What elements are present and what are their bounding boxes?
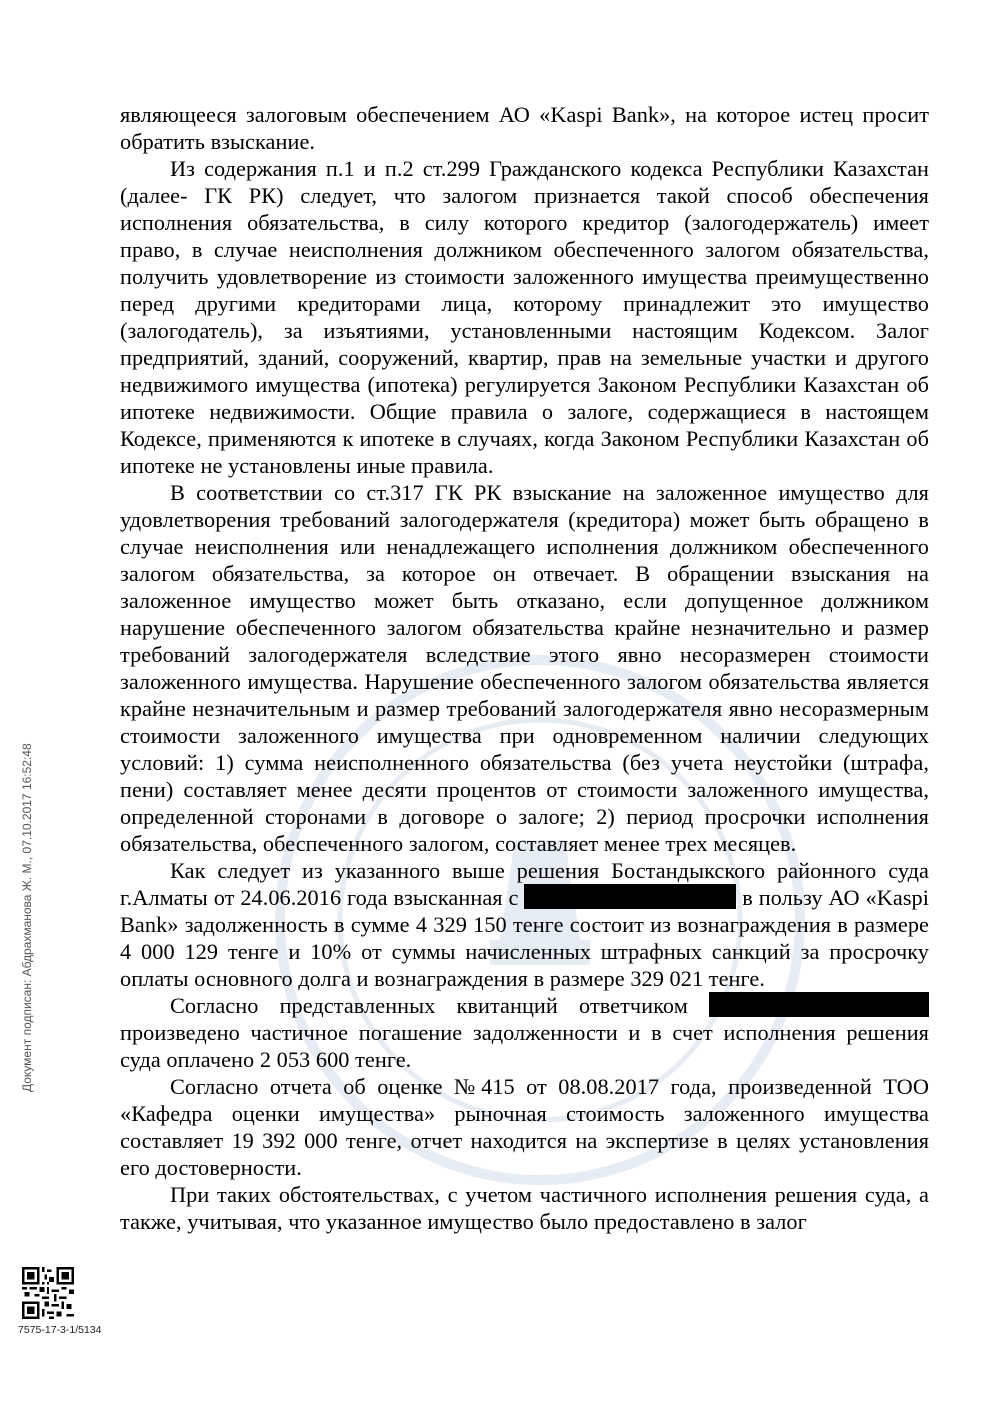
document-code: 7575-17-3-1/5134 (18, 1324, 102, 1336)
paragraph-4-part-1: Как следует из указанного выше решения Бостандыкского районного суда г.Алматы от 24.06.2016 года взысканная с (120, 858, 929, 910)
redacted-name-block (524, 884, 736, 909)
paragraph-1: являющееся залоговым обеспечением АО «Kaspi Bank», на которое истец просит обратить взыскание. (120, 102, 929, 154)
paragraph-5-part-1: Согласно представленных квитанций ответчиком (170, 993, 709, 1018)
paragraph-3: В соответствии со ст.317 ГК РК взыскание на заложенное имущество для удовлетворения требований залогодержателя (кредитора) может быть обращено в случае неисполнения или ненадлежащего исполнения должником обеспеченного залогом обязательства, за которое он отвечает. В обращении взыскания на заложенное имущество может быть отказано, если допущенное должником нарушение обеспеченного залогом обязательства крайне незначительно и размер требований залогодержателя вследствие этого явно несоразмерен стоимости заложенного имущества. Нарушение обеспеченного залогом обязательства является крайне незначительным и размер требований залогодержателя явно несоразмерным стоимости заложенного имущества при одновременном наличии следующих условий: 1) сумма неисполненного обязательства (без учета неустойки (штрафа, пени) составляет менее десяти процентов от стоимости заложенного имущества, определенной сторонами в договоре о залоге; 2) период просрочки исполнения обязательства, обеспеченного залогом, составляет менее трех месяцев. (120, 480, 929, 856)
redacted-name-block (709, 992, 929, 1017)
signature-stamp: Документ подписан: Абдрахманова Ж. М., 07.10.2017 16:52:48 (20, 743, 34, 1092)
document-body (120, 101, 929, 1235)
paragraph-6: Согласно отчета об оценке №415 от 08.08.2017 года, произведенной ТОО «Кафедра оценки имущества» рыночная стоимость заложенного имущества составляет 19 392 000 тенге, отчет находится на экспертизе в целях установления его достоверности. (120, 1074, 929, 1180)
paragraph-5-part-2: произведено частичное погашение задолженности и в счет исполнения решения суда оплачено 2 053 600 тенге. (120, 1020, 929, 1072)
qr-code (22, 1267, 74, 1319)
paragraph-7: При таких обстоятельствах, с учетом частичного исполнения решения суда, а также, учитывая, что указанное имущество было предоставлено в залог (120, 1182, 929, 1234)
paragraph-5 (120, 992, 929, 1073)
paragraph-2: Из содержания п.1 и п.2 ст.299 Гражданского кодекса Республики Казахстан (далее- ГК РК) следует, что залогом признается такой способ обеспечения исполнения обязательства, в силу которого кредитор (залогодержатель) имеет право, в случае неисполнения должником обеспеченного залогом обязательства, получить удовлетворение из стоимости заложенного имущества преимущественно перед другими кредиторами лица, которому принадлежит это имущество (залогодатель), за изъятиями, установленными настоящим Кодексом. Залог предприятий, зданий, сооружений, квартир, прав на земельные участки и другого недвижимого имущества (ипотека) регулируется Законом Республики Казахстан об ипотеке недвижимости. Общие правила о залоге, содержащиеся в настоящем Кодексе, применяются к ипотеке в случаях, когда Законом Республики Казахстан об ипотеке не установлены иные правила. (120, 156, 929, 478)
paragraph-4-part-2: в пользу АО «Kaspi Bank» задолженность в сумме 4 329 150 тенге состоит из вознаграждения в размере 4 000 129 тенге и 10% от суммы начисленных штрафных санкций за просрочку оплаты основного долга и вознаграждения в размере 329 021 тенге. (120, 885, 930, 991)
paragraph-4 (120, 857, 929, 992)
